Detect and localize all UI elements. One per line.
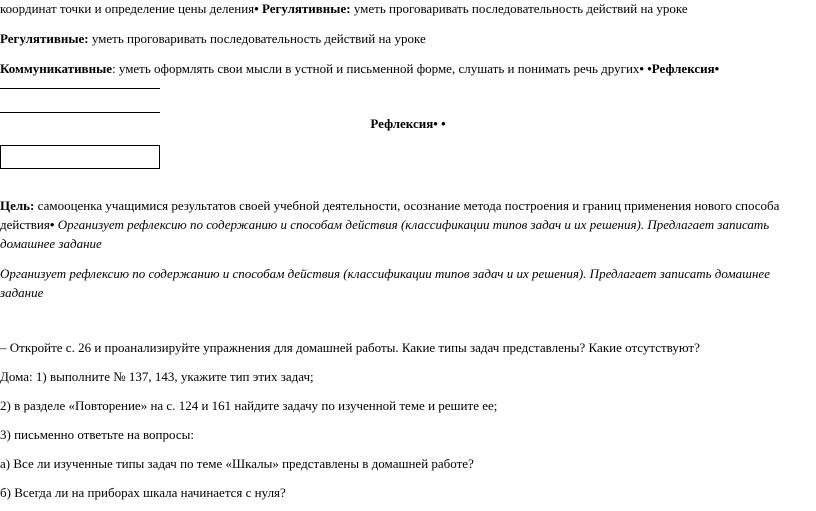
homework-item: 2) в разделе «Повторение» на с. 124 и 161 найдите задачу по изученной теме и решите ее; [0,398,498,413]
paragraph-regulative-1 [0,1,688,17]
regulative-label: Регулятивные: [258,1,351,16]
goal-label: Цель: [0,198,35,213]
paragraph-text: координат точки и определение цены деления [0,1,255,16]
goal-italic-text: Организует рефлексию по содержанию и способам действия (классификации типов задач и их решения). Предлагает записать домашнее задание [0,217,770,251]
regulative-text: уметь проговаривать последовательность действий на уроке [350,1,688,16]
communicative-text: : уметь оформлять свои мысли в устной и письменной форме, слушать и понимать речь других [112,61,640,76]
regulative-text: уметь проговаривать последовательность действий на уроке [88,31,426,46]
organize-paragraph: Организует рефлексию по содержанию и способам действия (классификации типов задач и их решения). Предлагает записать домашнее задание [0,266,770,300]
homework-item: 3) письменно ответьте на вопросы: [0,427,194,442]
paragraph-regulative-2 [0,31,426,47]
homework-question: а) Все ли изученные типы задач по теме «Шкалы» представлены в домашней работе? [0,456,474,471]
homework-prompt: – Откройте с. 26 и проанализируйте упражнения для домашней работы. Какие типы задач представлены? Какие отсутствуют? [0,340,700,355]
homework-question: б) Всегда ли на приборах шкала начинается с нуля? [0,485,286,500]
goal-text: самооценка учащимися результатов своей учебной деятельности, осознание метода построения и границ применения нового способа действия [0,198,780,232]
goal-paragraph [0,196,816,253]
bullet: • [254,1,259,16]
homework-item: Дома: 1) выполните № 137, 143, укажите тип этих задач; [0,369,314,384]
regulative-label: Регулятивные: [0,31,89,46]
bullet: • [49,217,55,232]
reflexia-heading: Рефлексия• • [370,116,446,131]
divider-line [0,112,160,113]
communicative-label: Коммуникативные [0,61,112,76]
divider-line [0,88,160,89]
reflexia-tail: • •Рефлексия• [639,61,720,76]
paragraph-communicative [0,61,719,77]
empty-box [0,145,160,169]
